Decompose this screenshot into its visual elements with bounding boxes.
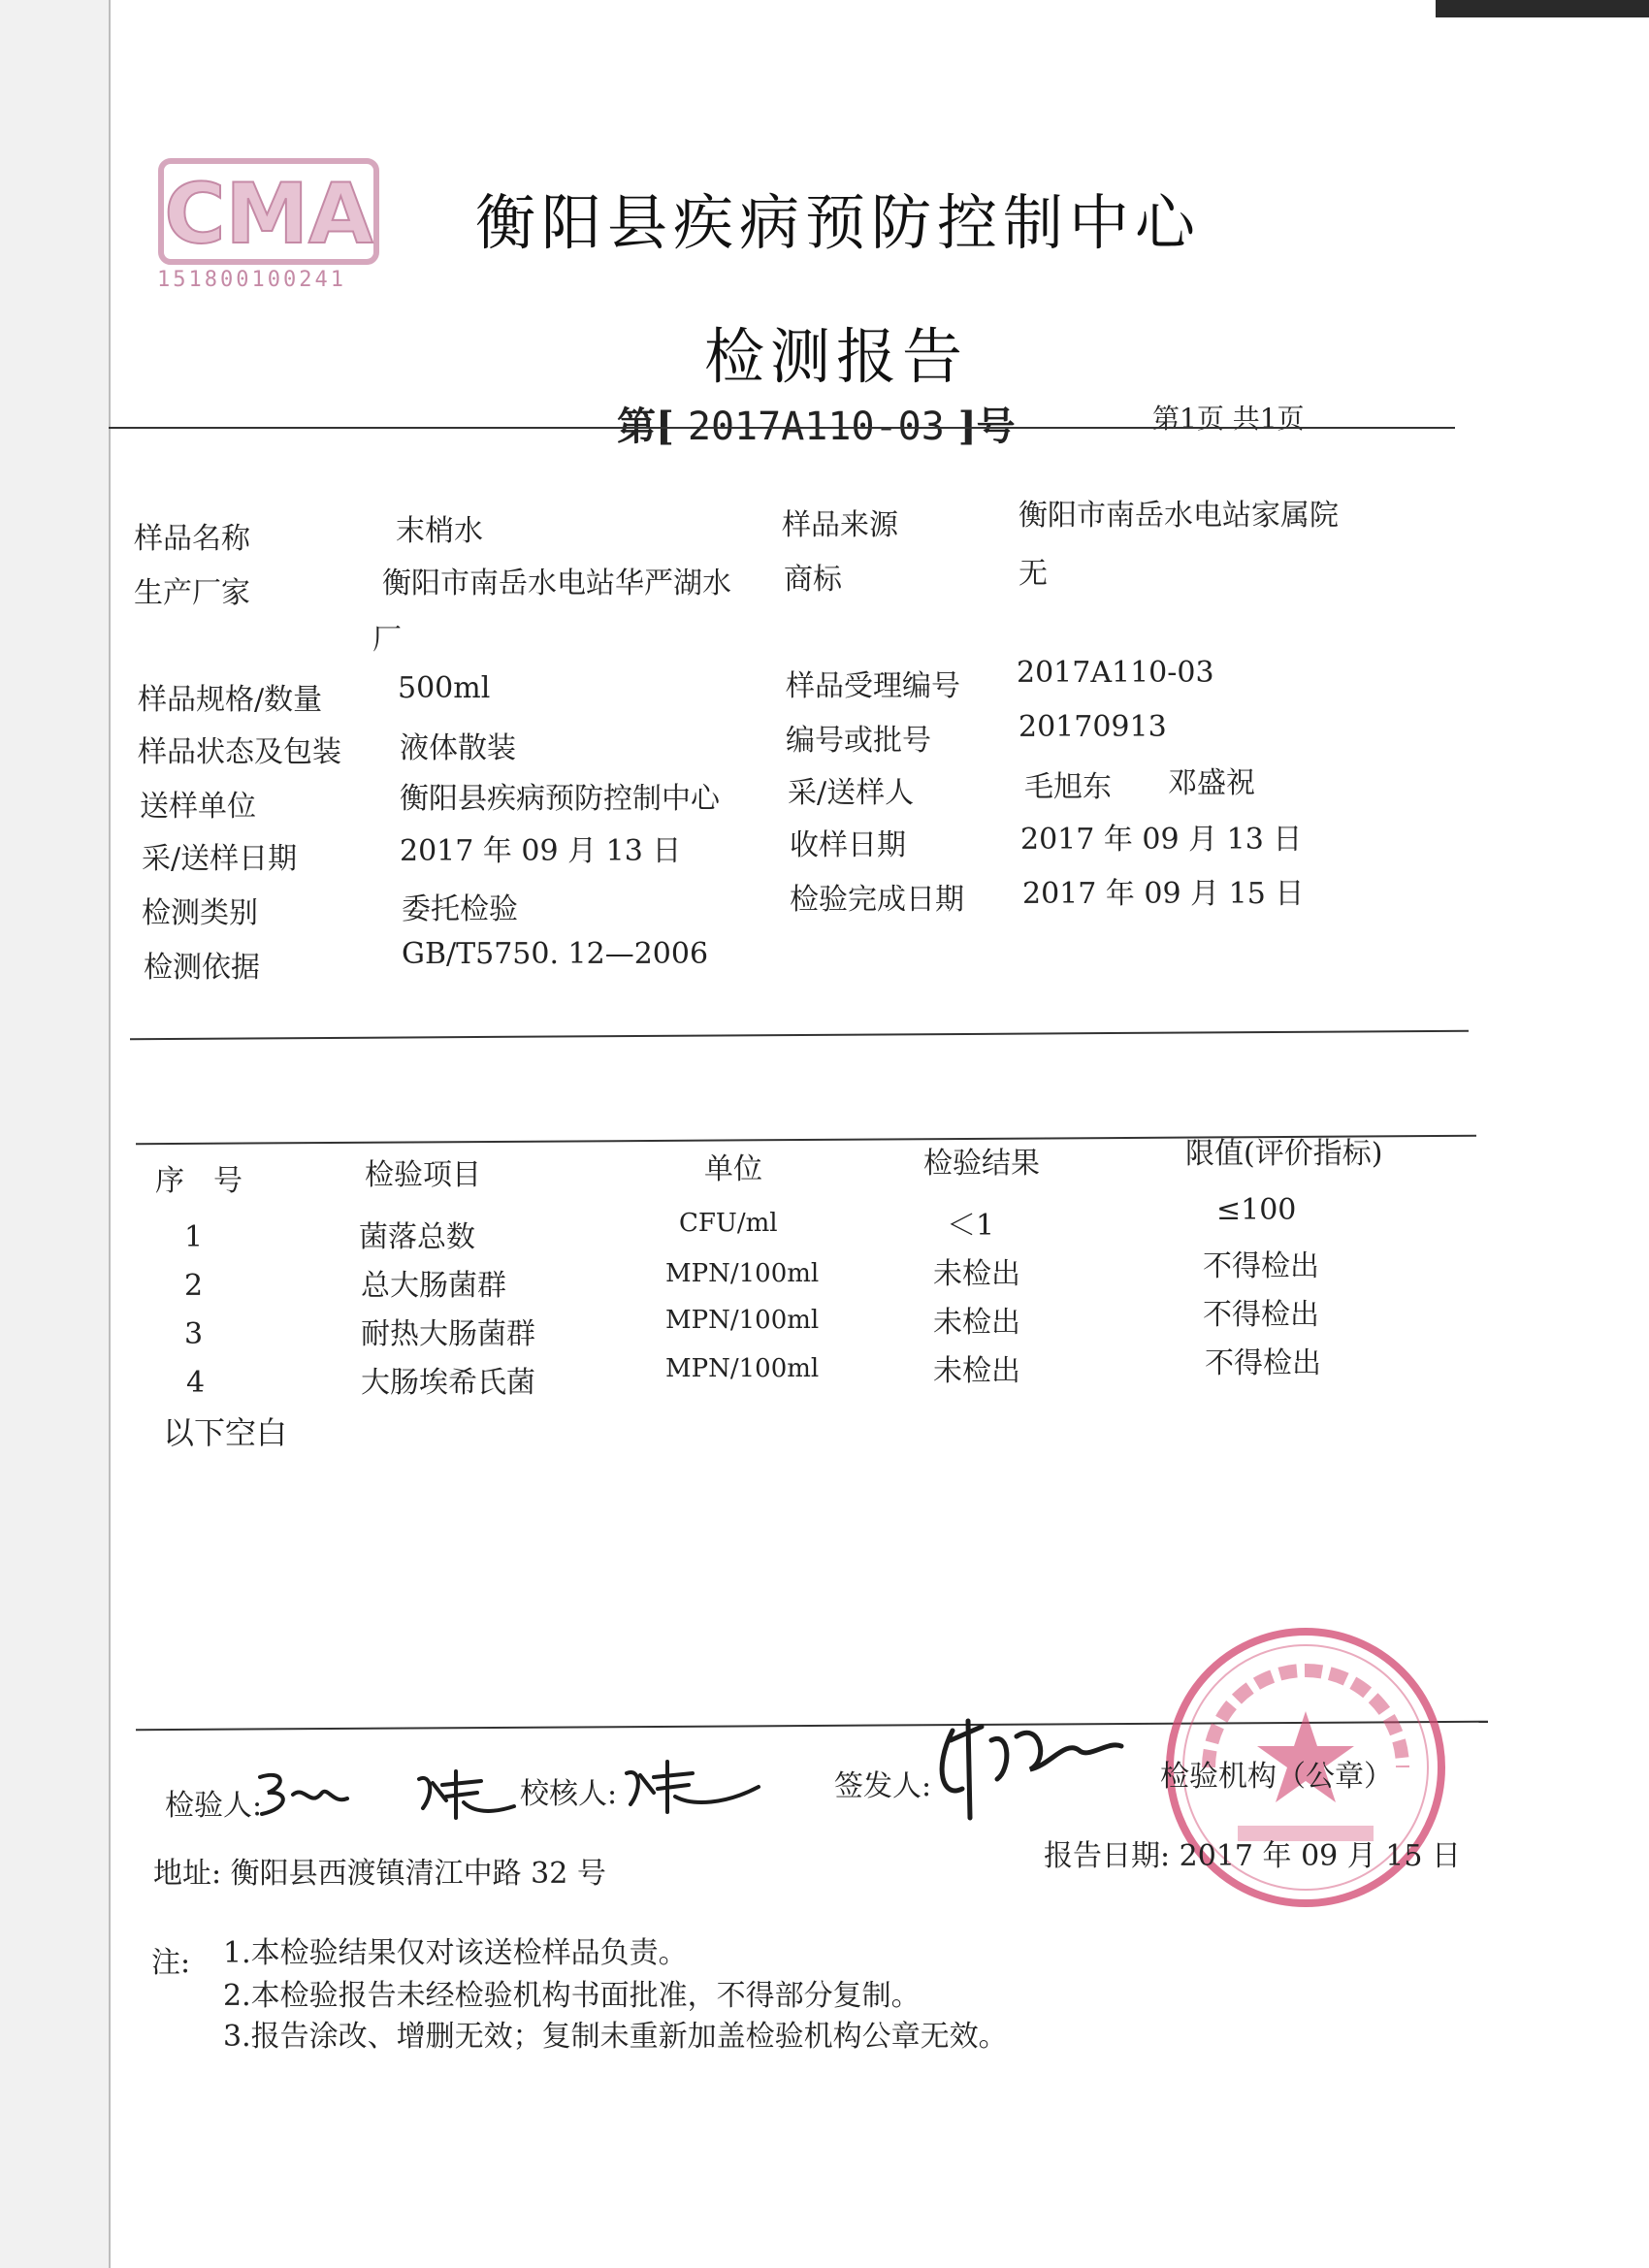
col-header-no: 序 号 xyxy=(155,1164,242,1198)
rule-info-end-1 xyxy=(130,1030,1469,1040)
value-sampling-date: 2017 年 09 月 13 日 xyxy=(400,834,682,868)
value-sample-source: 衡阳市南岳水电站家属院 xyxy=(1018,499,1339,533)
issuer-label: 签发人: xyxy=(834,1769,932,1803)
row-1-result: ＜1 xyxy=(947,1209,995,1243)
label-completion-date: 检验完成日期 xyxy=(790,883,964,917)
value-sampler-2: 邓盛祝 xyxy=(1168,766,1255,800)
label-sample-name: 样品名称 xyxy=(134,522,250,556)
issuer-signature xyxy=(923,1701,1127,1828)
col-header-item: 检验项目 xyxy=(365,1158,481,1192)
value-sending-unit: 衡阳县疾病预防控制中心 xyxy=(400,782,720,816)
row-3-item: 耐热大肠菌群 xyxy=(361,1317,535,1351)
row-3-limit: 不得检出 xyxy=(1203,1298,1319,1332)
value-manufacturer-cont: 厂 xyxy=(372,623,402,657)
reviewer-signature-1 xyxy=(413,1764,520,1826)
row-4-result: 未检出 xyxy=(933,1354,1020,1388)
row-4-no: 4 xyxy=(186,1366,206,1400)
row-1-item: 菌落总数 xyxy=(359,1220,475,1254)
row-4-unit: MPN/100ml xyxy=(665,1354,820,1383)
cma-logo xyxy=(157,153,380,270)
reviewer-signature-2 xyxy=(619,1754,764,1822)
label-sampler: 采/送样人 xyxy=(788,776,915,810)
value-sample-name: 末梢水 xyxy=(396,514,483,548)
row-1-no: 1 xyxy=(184,1220,204,1254)
scan-page-edge xyxy=(0,0,111,2268)
value-trademark: 无 xyxy=(1018,557,1048,591)
note-3: 3.报告涂改、增删无效；复制未重新加盖检验机构公章无效。 xyxy=(223,2020,1008,2054)
value-sampler-1: 毛旭东 xyxy=(1024,770,1112,804)
value-completion-date: 2017 年 09 月 15 日 xyxy=(1022,877,1305,911)
value-batch-no: 20170913 xyxy=(1018,710,1167,744)
row-3-result: 未检出 xyxy=(933,1306,1020,1340)
value-receipt-date: 2017 年 09 月 13 日 xyxy=(1020,823,1303,857)
reviewer-label: 校核人: xyxy=(520,1777,618,1811)
scan-top-edge xyxy=(1436,0,1649,17)
col-header-result: 检验结果 xyxy=(923,1147,1040,1181)
value-test-basis: GB/T5750. 12—2006 xyxy=(402,937,709,971)
row-2-no: 2 xyxy=(184,1269,204,1303)
value-test-category: 委托检验 xyxy=(402,892,518,926)
note-1: 1.本检验结果仅对该送检样品负责。 xyxy=(223,1936,688,1970)
notes-prefix: 注: xyxy=(151,1946,191,1980)
value-manufacturer: 衡阳市南岳水电站华严湖水 xyxy=(382,567,731,600)
row-2-item: 总大肠菌群 xyxy=(361,1269,506,1303)
value-state-packing: 液体散装 xyxy=(400,731,516,765)
label-trademark: 商标 xyxy=(784,563,842,597)
label-test-category: 检测类别 xyxy=(142,896,258,930)
note-2: 2.本检验报告未经检验机构书面批准，不得部分复制。 xyxy=(223,1979,921,2013)
organization-name: 衡阳县疾病预防控制中心 xyxy=(475,187,1202,258)
report-prefix: 第[ xyxy=(617,404,674,449)
cma-number: 151800100241 xyxy=(157,268,346,292)
institution-seal-label: 检验机构（公章） xyxy=(1160,1760,1393,1794)
report-code: 2017A110-03 xyxy=(687,405,945,449)
value-spec-qty: 500ml xyxy=(398,671,491,705)
col-header-limit: 限值(评价指标) xyxy=(1185,1137,1383,1171)
address: 地址: 衡阳县西渡镇清江中路 32 号 xyxy=(153,1857,606,1891)
report-date: 报告日期: 2017 年 09 月 15 日 xyxy=(1044,1839,1462,1873)
label-batch-no: 编号或批号 xyxy=(786,724,931,758)
label-receipt-date: 收样日期 xyxy=(790,828,906,862)
row-2-result: 未检出 xyxy=(933,1257,1020,1291)
row-2-unit: MPN/100ml xyxy=(665,1259,820,1288)
row-2-limit: 不得检出 xyxy=(1203,1249,1319,1283)
label-test-basis: 检测依据 xyxy=(144,951,260,985)
report-number xyxy=(617,396,1016,451)
row-4-limit: 不得检出 xyxy=(1205,1346,1321,1380)
row-3-unit: MPN/100ml xyxy=(665,1306,820,1335)
label-state-packing: 样品状态及包装 xyxy=(138,735,341,769)
label-spec-qty: 样品规格/数量 xyxy=(138,683,323,717)
page-info: 第1页 共1页 xyxy=(1152,403,1305,435)
row-4-item: 大肠埃希氏菌 xyxy=(361,1366,535,1400)
label-acceptance-no: 样品受理编号 xyxy=(786,669,960,703)
inspector-signature xyxy=(254,1766,351,1824)
col-header-unit: 单位 xyxy=(704,1152,762,1186)
label-manufacturer: 生产厂家 xyxy=(134,576,250,610)
row-1-unit: CFU/ml xyxy=(679,1209,778,1238)
row-1-limit: ≤100 xyxy=(1216,1193,1297,1227)
blank-note: 以下空白 xyxy=(163,1414,288,1451)
label-sending-unit: 送样单位 xyxy=(140,790,256,824)
inspector-label: 检验人: xyxy=(165,1789,263,1823)
report-title: 检测报告 xyxy=(704,321,969,392)
svg-text:CMA: CMA xyxy=(164,166,373,263)
header-rule xyxy=(109,427,1455,429)
value-acceptance-no: 2017A110-03 xyxy=(1017,656,1214,690)
report-suffix: ]号 xyxy=(957,404,1016,449)
label-sampling-date: 采/送样日期 xyxy=(142,842,298,876)
label-sample-source: 样品来源 xyxy=(782,508,898,542)
row-3-no: 3 xyxy=(184,1317,204,1351)
